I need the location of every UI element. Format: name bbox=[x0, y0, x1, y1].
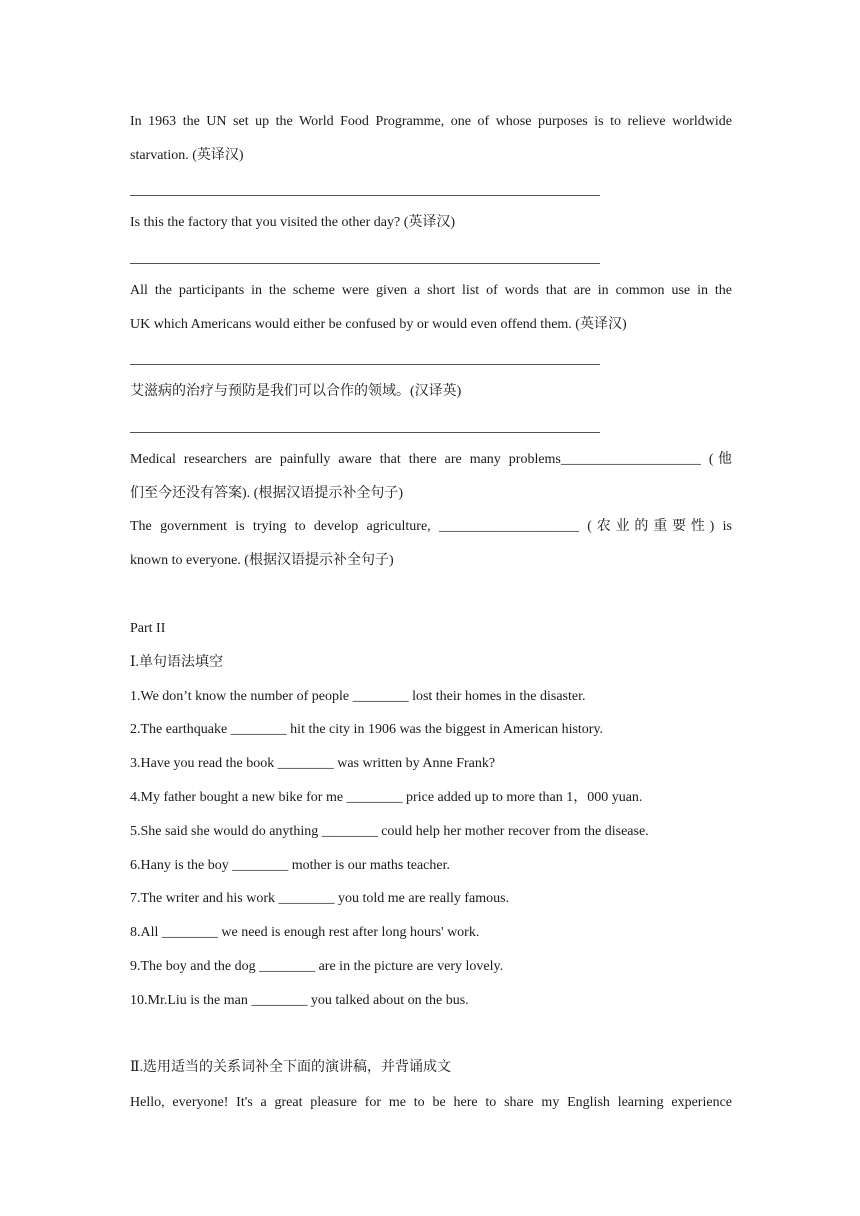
translation-q1-line2: starvation. (英译汉) bbox=[130, 148, 244, 163]
list-item: 6.Hany is the boy ________ mother is our maths teacher. bbox=[130, 858, 450, 873]
list-item: 2.The earthquake ________ hit the city in 1906 was the biggest in American history. bbox=[130, 722, 604, 737]
list-item: 7.The writer and his work ________ you told me are really famous. bbox=[130, 891, 510, 906]
completion-q6-line1: The government is trying to develop agriculture, ____________________ (农业的重要性) is bbox=[130, 519, 732, 534]
section-title-grammar: Ⅰ.单句语法填空 bbox=[130, 655, 224, 670]
list-item: 5.She said she would do anything ________ could help her mother recover from the disease. bbox=[130, 824, 649, 839]
completion-q5-line2: 们至今还没有答案). (根据汉语提示补全句子) bbox=[130, 486, 403, 501]
list-item: 8.All ________ we need is enough rest after long hours' work. bbox=[130, 925, 480, 940]
answer-line bbox=[130, 195, 600, 196]
translation-q2: Is this the factory that you visited the other day? (英译汉) bbox=[130, 215, 456, 230]
translation-q3-line2: UK which Americans would either be confused by or would even offend them. (英译汉) bbox=[130, 317, 627, 332]
answer-line bbox=[130, 432, 600, 433]
completion-q5-line1: Medical researchers are painfully aware that there are many problems____________________ (他 bbox=[130, 452, 732, 467]
part-heading: Part II bbox=[130, 621, 166, 636]
answer-line bbox=[130, 263, 600, 264]
translation-q4: 艾滋病的治疗与预防是我们可以合作的领域。(汉译英) bbox=[130, 384, 462, 399]
list-item: 10.Mr.Liu is the man ________ you talked about on the bus. bbox=[130, 993, 469, 1008]
completion-q6-line2: known to everyone. (根据汉语提示补全句子) bbox=[130, 553, 394, 568]
speech-line: Hello, everyone! It's a great pleasure for me to be here to share my English learning experience bbox=[130, 1095, 732, 1110]
translation-q1-line1: In 1963 the UN set up the World Food Programme, one of whose purposes is to relieve worldwide bbox=[130, 114, 732, 129]
list-item: 3.Have you read the book ________ was written by Anne Frank? bbox=[130, 756, 496, 771]
list-item: 1.We don’t know the number of people ________ lost their homes in the disaster. bbox=[130, 689, 586, 704]
answer-line bbox=[130, 364, 600, 365]
list-item: 4.My father bought a new bike for me ________ price added up to more than 1，000 yuan. bbox=[130, 790, 643, 805]
list-item: 9.The boy and the dog ________ are in the picture are very lovely. bbox=[130, 959, 504, 974]
section-title-speech: Ⅱ.选用适当的关系词补全下面的演讲稿，并背诵成文 bbox=[130, 1060, 452, 1075]
translation-q3-line1: All the participants in the scheme were given a short list of words that are in common use in the bbox=[130, 283, 732, 298]
